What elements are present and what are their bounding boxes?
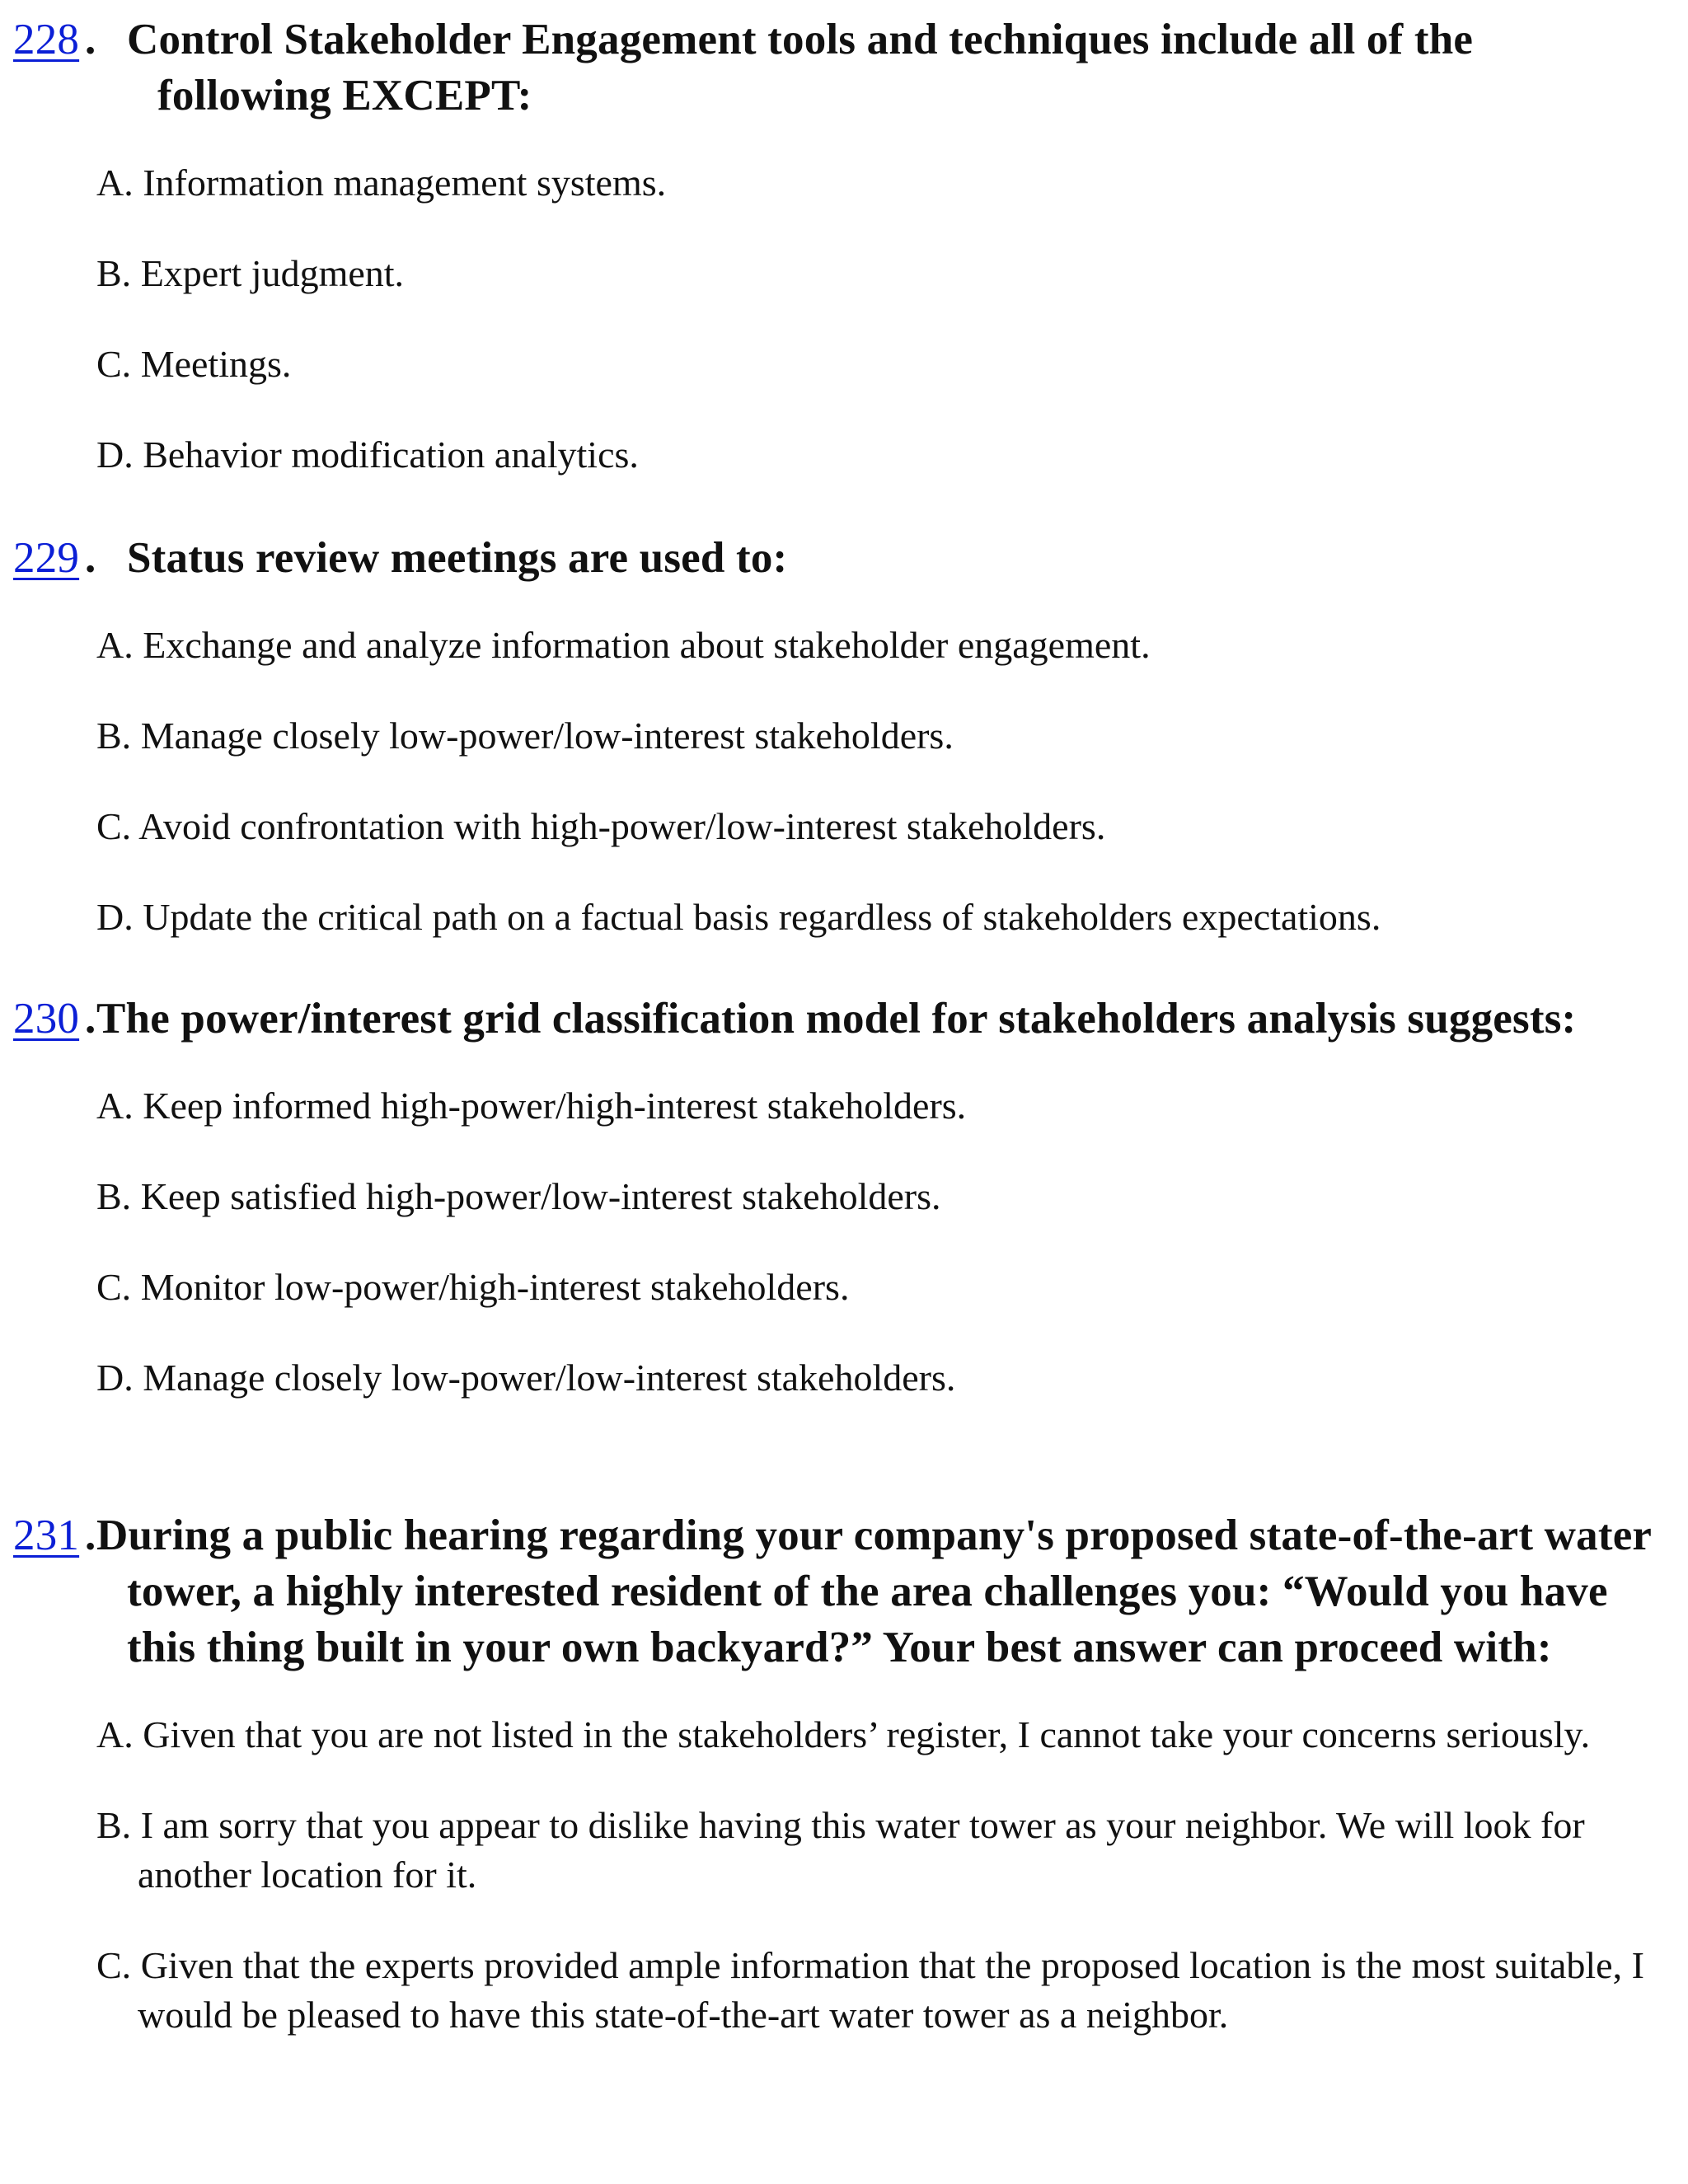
answer-option-text (96, 1353, 1655, 1403)
option-letter: B. (96, 252, 132, 294)
option-text: Keep informed high-power/high-interest stakeholders. (143, 1085, 967, 1127)
option-text: Information management systems. (143, 162, 667, 204)
question-header (0, 12, 1688, 124)
question-230 (0, 991, 1688, 1403)
question-number-period: . (85, 16, 96, 63)
question-text: During a public hearing regarding your company's proposed state-of-the-art water tower, a highly interested resident of the area challenges you: “Would you have this thing built in your own backyard?” Your best answer can proceed with: (96, 1511, 1652, 1671)
answer-options (0, 158, 1688, 480)
option-letter: D. (96, 1357, 134, 1399)
answer-option (0, 1941, 1688, 2040)
answer-option (0, 1263, 1688, 1312)
answer-option-text (96, 158, 1655, 208)
option-letter: C. (96, 343, 132, 385)
answer-option (0, 1081, 1688, 1131)
option-letter: A. (96, 162, 134, 204)
answer-option (0, 1353, 1688, 1403)
option-letter: C. (96, 1266, 132, 1308)
option-text: Exchange and analyze information about stakeholder engagement. (143, 624, 1151, 666)
question-228 (0, 12, 1688, 480)
answer-option (0, 340, 1688, 389)
answer-option (0, 802, 1688, 851)
option-letter: D. (96, 896, 134, 938)
option-letter: C. (96, 805, 132, 847)
question-header (0, 530, 1688, 586)
option-text: Meetings. (140, 343, 292, 385)
answer-option-text (96, 1263, 1655, 1312)
question-text: The power/interest grid classification model for stakeholders analysis suggests: (96, 995, 1577, 1043)
answer-option-text (96, 1941, 1655, 2040)
answer-option-text (96, 249, 1655, 298)
option-letter: A. (96, 1713, 134, 1755)
answer-option-text (96, 1081, 1655, 1131)
option-text: Keep satisfied high-power/low-interest stakeholders. (140, 1175, 941, 1217)
answer-option (0, 1172, 1688, 1221)
answer-option-text (96, 893, 1655, 942)
question-text: Status review meetings are used to: (127, 534, 788, 582)
answer-option (0, 249, 1688, 298)
answer-options (0, 621, 1688, 942)
option-text: Manage closely low-power/low-interest stakeholders. (140, 715, 954, 757)
option-text: Manage closely low-power/low-interest stakeholders. (143, 1357, 956, 1399)
option-text: Given that the experts provided ample information that the proposed location is the most suitable, I would be pleased to have this state-of-the-art water tower as a neighbor. (138, 1944, 1644, 2036)
option-letter: B. (96, 1804, 132, 1846)
question-text: Control Stakeholder Engagement tools and techniques include all of the following EXCEPT: (127, 16, 1474, 120)
answer-option (0, 1710, 1688, 1760)
question-number-period: . (85, 1511, 96, 1559)
option-letter: A. (96, 624, 134, 666)
option-text: Monitor low-power/high-interest stakeholders. (140, 1266, 850, 1308)
answer-option-text (96, 621, 1655, 670)
answer-option (0, 711, 1688, 761)
option-text: Avoid confrontation with high-power/low-interest stakeholders. (138, 805, 1106, 847)
answer-option-text (96, 1801, 1655, 1900)
question-229 (0, 530, 1688, 942)
question-number-link[interactable]: 228 (13, 16, 80, 63)
answer-option-text (96, 1172, 1655, 1221)
option-text: Expert judgment. (140, 252, 405, 294)
question-header (0, 1507, 1688, 1675)
answer-option-text (96, 430, 1655, 480)
question-number-link[interactable]: 229 (13, 534, 80, 582)
answer-options (0, 1710, 1688, 2040)
option-letter: D. (96, 434, 134, 476)
answer-option-text (96, 340, 1655, 389)
answer-option (0, 1801, 1688, 1900)
answer-option-text (96, 711, 1655, 761)
answer-option-text (96, 1710, 1655, 1760)
answer-option (0, 893, 1688, 942)
answer-option (0, 621, 1688, 670)
answer-options (0, 1081, 1688, 1403)
answer-option (0, 430, 1688, 480)
option-text: Given that you are not listed in the stakeholders’ register, I cannot take your concerns seriously. (143, 1713, 1591, 1755)
option-letter: A. (96, 1085, 134, 1127)
option-text: Behavior modification analytics. (143, 434, 639, 476)
option-letter: B. (96, 1175, 132, 1217)
answer-option-text (96, 802, 1655, 851)
question-231 (0, 1507, 1688, 2040)
question-header (0, 991, 1688, 1047)
answer-option (0, 158, 1688, 208)
option-text: I am sorry that you appear to dislike having this water tower as your neighbor. We will look for another location for it. (138, 1804, 1585, 1896)
option-letter: B. (96, 715, 132, 757)
question-number-period: . (85, 995, 96, 1043)
question-number-link[interactable]: 230 (13, 995, 80, 1043)
question-number-period: . (85, 534, 96, 582)
question-number-link[interactable]: 231 (13, 1511, 80, 1559)
option-text: Update the critical path on a factual basis regardless of stakeholders expectations. (143, 896, 1381, 938)
option-letter: C. (96, 1944, 132, 1986)
